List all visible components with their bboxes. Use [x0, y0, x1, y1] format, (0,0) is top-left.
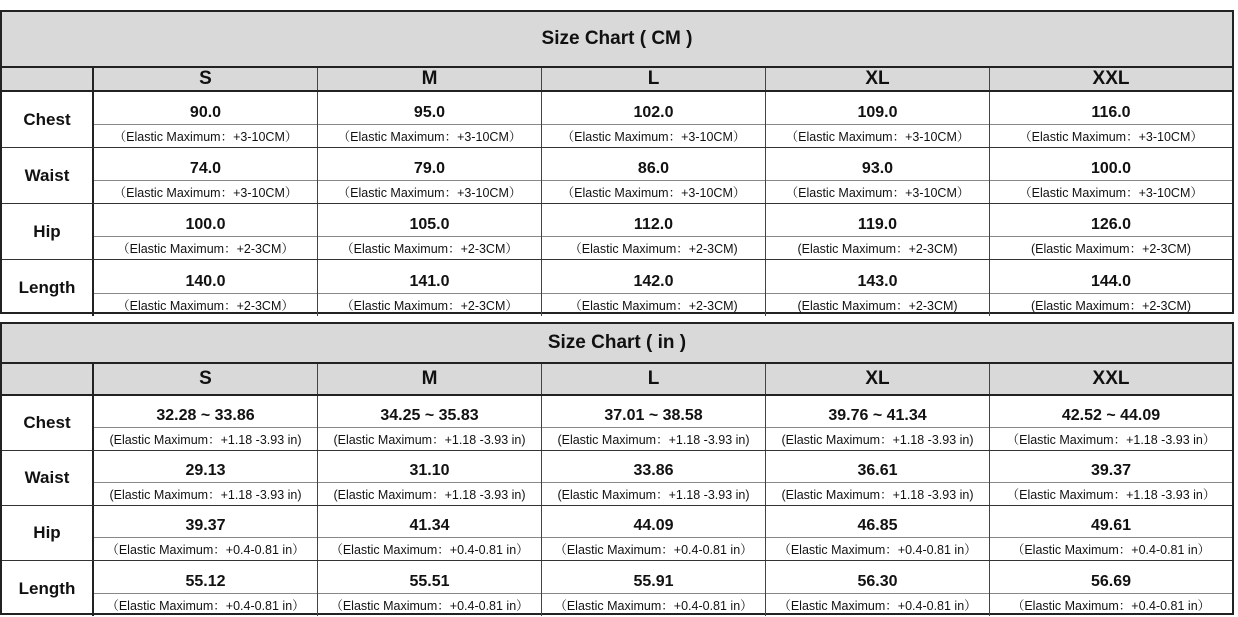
- measurement-value: 116.0: [990, 92, 1232, 125]
- size-cell: [318, 148, 542, 203]
- elastic-note: （Elastic Maximum：+0.4-0.81 in）: [554, 543, 753, 557]
- size-header-xl: XL: [766, 364, 990, 394]
- elastic-note: （Elastic Maximum：+0.4-0.81 in）: [778, 599, 977, 613]
- measurement-value: 34.25 ~ 35.83: [318, 396, 541, 428]
- size-cell: [766, 506, 990, 560]
- measurement-value: 36.61: [766, 451, 989, 483]
- measurement-value: 37.01 ~ 38.58: [542, 396, 765, 428]
- elastic-note: （Elastic Maximum：+2-3CM): [569, 242, 738, 256]
- size-cell: [990, 451, 1232, 505]
- size-cell: [542, 506, 766, 560]
- measurement-value: 105.0: [318, 204, 541, 237]
- size-header-s: S: [94, 68, 318, 90]
- elastic-note: （Elastic Maximum：+0.4-0.81 in）: [554, 599, 753, 613]
- row-label: Chest: [2, 396, 94, 450]
- elastic-note: （Elastic Maximum：+2-3CM）: [117, 299, 294, 313]
- measurement-value: 90.0: [94, 92, 317, 125]
- size-cell: [318, 561, 542, 616]
- size-chart-in: [0, 322, 1234, 615]
- measurement-value: 39.37: [94, 506, 317, 538]
- elastic-note: （Elastic Maximum：+0.4-0.81 in）: [330, 599, 529, 613]
- measurement-value: 142.0: [542, 260, 765, 294]
- elastic-note: （Elastic Maximum：+3-10CM）: [785, 130, 970, 144]
- elastic-note: （Elastic Maximum：+1.18 -3.93 in）: [1006, 488, 1216, 502]
- measurement-value: 55.12: [94, 561, 317, 594]
- size-header-row: [2, 68, 1232, 92]
- measurement-value: 79.0: [318, 148, 541, 181]
- size-cell: [766, 561, 990, 616]
- size-header-m: M: [318, 364, 542, 394]
- elastic-note: （Elastic Maximum：+0.4-0.81 in）: [106, 599, 305, 613]
- measurement-value: 56.69: [990, 561, 1232, 594]
- row-label: Length: [2, 561, 94, 616]
- size-cell: [542, 204, 766, 259]
- size-cell: [318, 451, 542, 505]
- size-cell: [542, 561, 766, 616]
- size-header-l: L: [542, 364, 766, 394]
- table-row-waist: [2, 451, 1232, 506]
- elastic-note: (Elastic Maximum：+2-3CM): [1030, 242, 1192, 256]
- measurement-value: 119.0: [766, 204, 989, 237]
- size-cell: [766, 260, 990, 316]
- measurement-value: 140.0: [94, 260, 317, 294]
- measurement-value: 33.86: [542, 451, 765, 483]
- elastic-note: (Elastic Maximum：+1.18 -3.93 in): [557, 433, 750, 447]
- elastic-note: （Elastic Maximum：+3-10CM）: [1019, 130, 1203, 144]
- measurement-value: 86.0: [542, 148, 765, 181]
- measurement-value: 44.09: [542, 506, 765, 538]
- size-cell: [766, 148, 990, 203]
- size-cell: [990, 561, 1232, 616]
- size-cell: [94, 260, 318, 316]
- elastic-note: （Elastic Maximum：+3-10CM）: [1019, 186, 1203, 200]
- chart-title: Size Chart ( CM ): [2, 12, 1232, 68]
- size-header-l: L: [542, 68, 766, 90]
- measurement-value: 74.0: [94, 148, 317, 181]
- size-cell: [94, 396, 318, 450]
- size-cell: [318, 260, 542, 316]
- size-header-s: S: [94, 364, 318, 394]
- elastic-note: (Elastic Maximum：+1.18 -3.93 in): [781, 488, 974, 502]
- size-header-m: M: [318, 68, 542, 90]
- size-cell: [542, 260, 766, 316]
- elastic-note: (Elastic Maximum：+1.18 -3.93 in): [333, 488, 526, 502]
- measurement-value: 93.0: [766, 148, 989, 181]
- elastic-note: （Elastic Maximum：+3-10CM）: [561, 186, 746, 200]
- elastic-note: （Elastic Maximum：+0.4-0.81 in）: [330, 543, 529, 557]
- size-cell: [318, 396, 542, 450]
- measurement-value: 100.0: [94, 204, 317, 237]
- elastic-note: （Elastic Maximum：+3-10CM）: [113, 186, 298, 200]
- elastic-note: （Elastic Maximum：+0.4-0.81 in）: [1011, 599, 1211, 613]
- measurement-value: 49.61: [990, 506, 1232, 538]
- table-row-hip: [2, 506, 1232, 561]
- table-row-length: [2, 260, 1232, 316]
- size-cell: [990, 506, 1232, 560]
- table-row-chest: [2, 396, 1232, 451]
- elastic-note: (Elastic Maximum：+1.18 -3.93 in): [109, 433, 302, 447]
- size-cell: [94, 204, 318, 259]
- elastic-note: （Elastic Maximum：+2-3CM）: [341, 242, 518, 256]
- size-cell: [990, 92, 1232, 147]
- elastic-note: （Elastic Maximum：+0.4-0.81 in）: [778, 543, 977, 557]
- row-label: Waist: [2, 148, 94, 203]
- row-label: Length: [2, 260, 94, 316]
- size-cell: [766, 396, 990, 450]
- elastic-note: （Elastic Maximum：+3-10CM）: [337, 186, 522, 200]
- elastic-note: （Elastic Maximum：+3-10CM）: [337, 130, 522, 144]
- measurement-value: 112.0: [542, 204, 765, 237]
- size-cell: [542, 92, 766, 147]
- row-label: Hip: [2, 506, 94, 560]
- elastic-note: (Elastic Maximum：+2-3CM): [797, 242, 958, 256]
- measurement-value: 109.0: [766, 92, 989, 125]
- measurement-value: 56.30: [766, 561, 989, 594]
- elastic-note: （Elastic Maximum：+3-10CM）: [561, 130, 746, 144]
- row-label: Hip: [2, 204, 94, 259]
- elastic-note: （Elastic Maximum：+2-3CM): [569, 299, 738, 313]
- header-corner: [2, 364, 94, 394]
- size-header-row: [2, 364, 1232, 396]
- elastic-note: (Elastic Maximum：+2-3CM): [1030, 299, 1192, 313]
- elastic-note: （Elastic Maximum：+1.18 -3.93 in）: [1006, 433, 1216, 447]
- size-cell: [766, 204, 990, 259]
- table-row-waist: [2, 148, 1232, 204]
- size-cell: [542, 451, 766, 505]
- size-cell: [542, 396, 766, 450]
- size-header-xl: XL: [766, 68, 990, 90]
- elastic-note: (Elastic Maximum：+2-3CM): [797, 299, 958, 313]
- measurement-value: 55.91: [542, 561, 765, 594]
- measurement-value: 95.0: [318, 92, 541, 125]
- chart-title: Size Chart ( in ): [2, 324, 1232, 364]
- measurement-value: 31.10: [318, 451, 541, 483]
- elastic-note: （Elastic Maximum：+2-3CM）: [117, 242, 294, 256]
- measurement-value: 39.37: [990, 451, 1232, 483]
- size-cell: [94, 148, 318, 203]
- elastic-note: (Elastic Maximum：+1.18 -3.93 in): [333, 433, 526, 447]
- size-cell: [94, 92, 318, 147]
- measurement-value: 144.0: [990, 260, 1232, 294]
- measurement-value: 32.28 ~ 33.86: [94, 396, 317, 428]
- elastic-note: （Elastic Maximum：+2-3CM）: [341, 299, 518, 313]
- size-cell: [94, 506, 318, 560]
- measurement-value: 102.0: [542, 92, 765, 125]
- elastic-note: （Elastic Maximum：+3-10CM）: [785, 186, 970, 200]
- measurement-value: 41.34: [318, 506, 541, 538]
- size-header-xxl: XXL: [1092, 68, 1130, 89]
- row-label: Waist: [2, 451, 94, 505]
- measurement-value: 126.0: [990, 204, 1232, 237]
- size-cell: [990, 204, 1232, 259]
- size-cell: [94, 561, 318, 616]
- measurement-value: 100.0: [990, 148, 1232, 181]
- elastic-note: (Elastic Maximum：+1.18 -3.93 in): [781, 433, 974, 447]
- size-cell: [766, 451, 990, 505]
- size-cell: [318, 204, 542, 259]
- size-cell: [990, 148, 1232, 203]
- measurement-value: 55.51: [318, 561, 541, 594]
- measurement-value: 39.76 ~ 41.34: [766, 396, 989, 428]
- elastic-note: (Elastic Maximum：+1.18 -3.93 in): [109, 488, 302, 502]
- elastic-note: (Elastic Maximum：+1.18 -3.93 in): [557, 488, 750, 502]
- size-cell: [990, 260, 1232, 316]
- header-corner: [2, 68, 94, 90]
- size-cell: [542, 148, 766, 203]
- table-row-length: [2, 561, 1232, 616]
- table-row-chest: [2, 92, 1232, 148]
- size-cell: [766, 92, 990, 147]
- elastic-note: （Elastic Maximum：+0.4-0.81 in）: [106, 543, 305, 557]
- row-label: Chest: [2, 92, 94, 147]
- elastic-note: （Elastic Maximum：+0.4-0.81 in）: [1011, 543, 1211, 557]
- measurement-value: 46.85: [766, 506, 989, 538]
- size-cell: [990, 396, 1232, 450]
- size-cell: [318, 506, 542, 560]
- elastic-note: （Elastic Maximum：+3-10CM）: [113, 130, 298, 144]
- measurement-value: 143.0: [766, 260, 989, 294]
- size-cell: [318, 92, 542, 147]
- measurement-value: 42.52 ~ 44.09: [990, 396, 1232, 428]
- size-header-xxl: XXL: [1092, 368, 1130, 389]
- table-row-hip: [2, 204, 1232, 260]
- measurement-value: 141.0: [318, 260, 541, 294]
- size-chart-cm: [0, 10, 1234, 314]
- size-cell: [94, 451, 318, 505]
- measurement-value: 29.13: [94, 451, 317, 483]
